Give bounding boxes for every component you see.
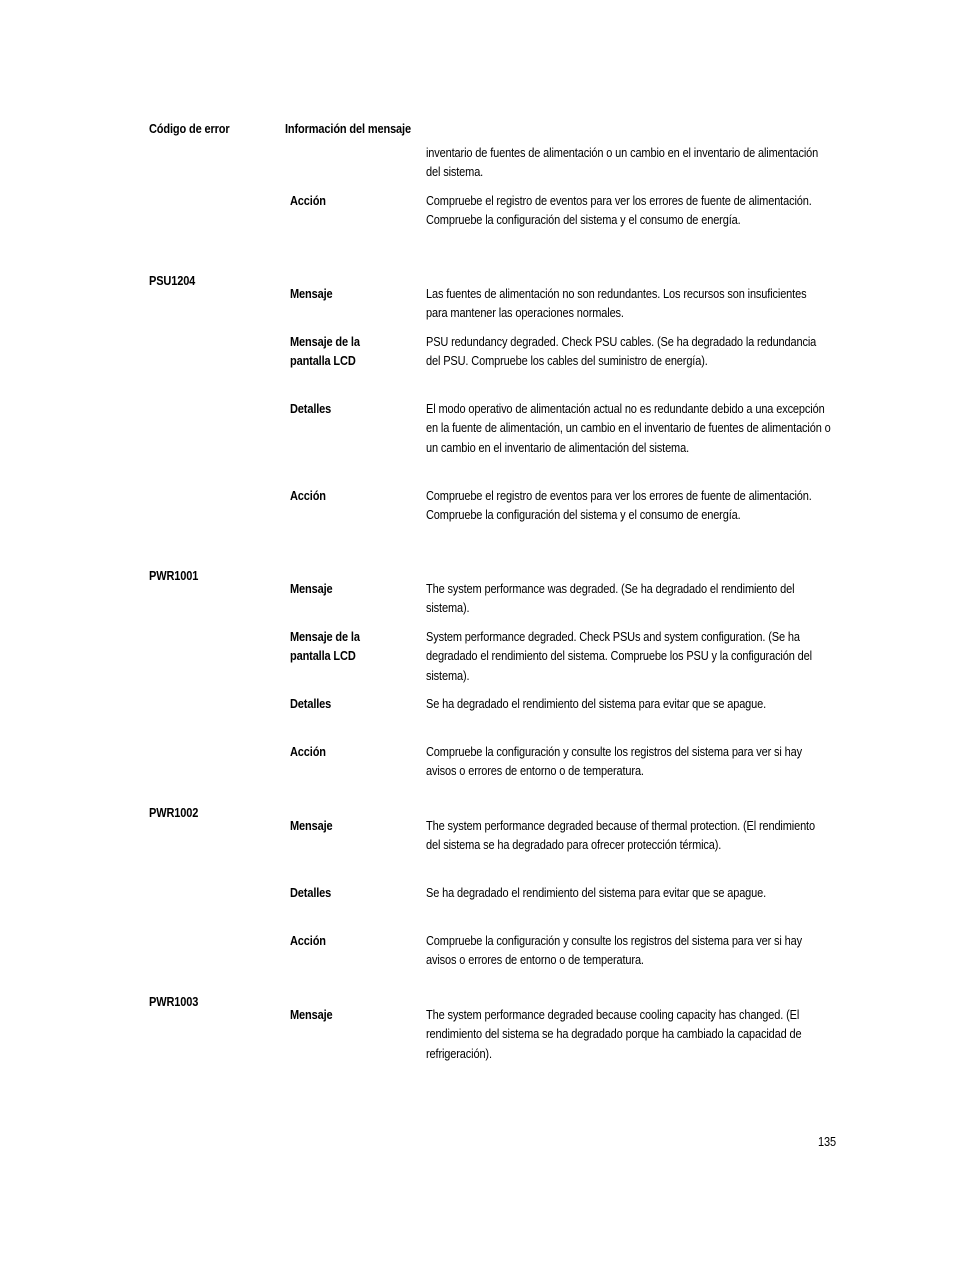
continuation-text: inventario de fuentes de alimentación o un cambio en el inventario de alimentación del sistema. [426,146,819,180]
row-text-accion: Compruebe el registro de eventos para ver los errores de fuente de alimentación. Compruebe la configuración del sistema y el consumo de energía. [426,194,812,228]
row-label-detalles: Detalles [290,402,332,416]
row-text-detalles: El modo operativo de alimentación actual no es redundante debido a una excepción en la fuente de alimentación, un cambio en el inventario de fuentes de alimentación o un cambio en el inventario de alimentación del sistema. [426,402,831,455]
row-label-accion: Acción [290,194,326,208]
row-text-mensaje: The system performance degraded because of thermal protection. (El rendimiento del sistema se ha degradado para ofrecer protección térmica). [426,819,815,853]
row-label-mensaje: Mensaje [290,582,333,596]
row-label-accion: Acción [290,489,326,503]
row-label-mensaje-lcd: Mensaje de la pantalla LCD [290,335,360,369]
row-label-mensaje: Mensaje [290,1008,333,1022]
row-text-mensaje: The system performance degraded because cooling capacity has changed. (El rendimiento del sistema se ha degradado porque ha cambiado la capacidad de refrigeración). [426,1008,802,1061]
row-text-accion: Compruebe la configuración y consulte los registros del sistema para ver si hay avisos o errores de entorno o de temperatura. [426,745,802,779]
error-code-pwr1001: PWR1001 [149,569,199,583]
row-text-mensaje-lcd: PSU redundancy degraded. Check PSU cables. (Se ha degradado la redundancia del PSU. Compruebe los cables del suministro de energía). [426,335,817,369]
row-text-mensaje: Las fuentes de alimentación no son redundantes. Los recursos son insuficientes para mantener las operaciones normales. [426,287,807,321]
row-text-mensaje-lcd: System performance degraded. Check PSUs and system configuration. (Se ha degradado el rendimiento del sistema. Compruebe los PSU y la configuración del sistema). [426,630,812,683]
error-code-pwr1003: PWR1003 [149,995,199,1009]
row-text-detalles: Se ha degradado el rendimiento del sistema para evitar que se apague. [426,886,767,900]
row-text-mensaje: The system performance was degraded. (Se ha degradado el rendimiento del sistema). [426,582,795,616]
error-code-pwr1002: PWR1002 [149,806,199,820]
row-label-mensaje-lcd: Mensaje de la pantalla LCD [290,630,360,664]
column-header-error-code: Código de error [149,122,230,136]
column-header-message-info: Información del mensaje [285,122,411,136]
row-label-mensaje: Mensaje [290,819,333,833]
row-text-accion: Compruebe la configuración y consulte los registros del sistema para ver si hay avisos o errores de entorno o de temperatura. [426,934,802,968]
row-label-mensaje: Mensaje [290,287,333,301]
row-text-detalles: Se ha degradado el rendimiento del sistema para evitar que se apague. [426,697,767,711]
row-text-accion: Compruebe el registro de eventos para ver los errores de fuente de alimentación. Compruebe la configuración del sistema y el consumo de energía. [426,489,812,523]
page-number: 135 [818,1135,836,1149]
error-code-psu1204: PSU1204 [149,274,196,288]
row-label-accion: Acción [290,934,326,948]
row-label-detalles: Detalles [290,697,332,711]
row-label-accion: Acción [290,745,326,759]
row-label-detalles: Detalles [290,886,332,900]
